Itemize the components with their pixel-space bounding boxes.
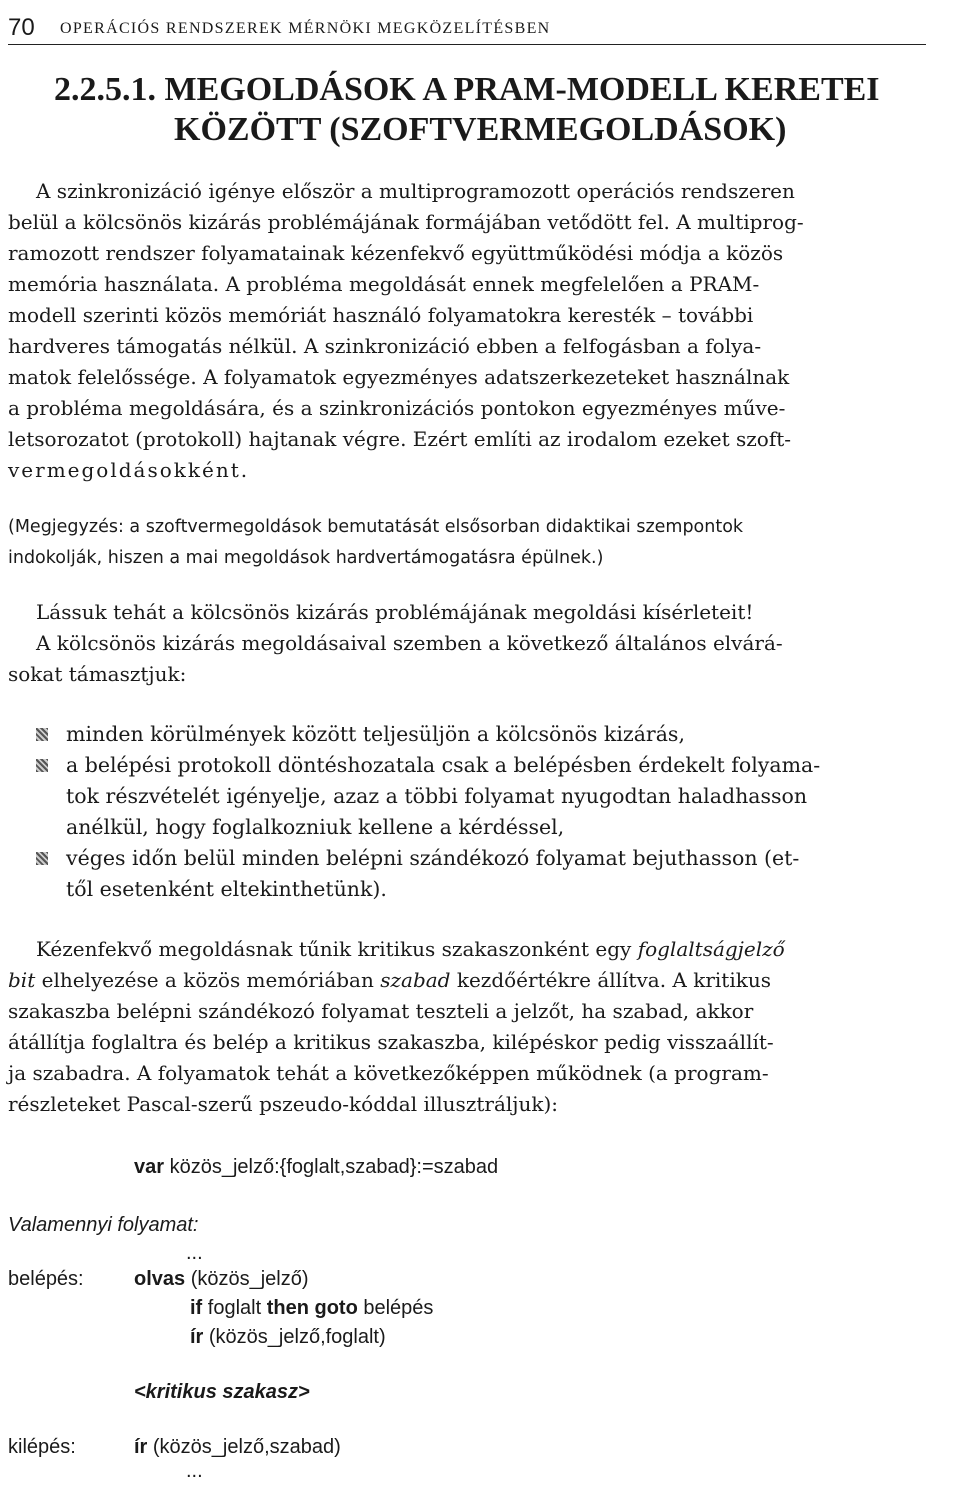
text-line: a probléma megoldására, és a szinkronizációs pontokon egyezményes műve- [8, 396, 786, 420]
text-line: a belépési protokoll döntéshozatala csak a belépésben érdekelt folyama- [66, 753, 821, 777]
keyword: goto [314, 1297, 358, 1319]
running-title: OPERÁCIÓS RENDSZEREK MÉRNÖKI MEGKÖZELÍTÉSBEN [60, 20, 551, 37]
code-text: (közös_jelző,foglalt) [203, 1326, 386, 1348]
italic-term: szabad [380, 968, 451, 992]
code-line-write-busy [190, 1322, 386, 1352]
code-line-read [134, 1264, 309, 1294]
text-line: vermegoldásokként. [8, 458, 250, 482]
code-text: (közös_jelző,szabad) [147, 1436, 341, 1458]
keyword: if [190, 1297, 203, 1319]
text-line: ramozott rendszer folyamatainak kézenfekvő együttműködési módja a közös [8, 241, 784, 265]
text-line: tok részvételét igényelje, azaz a többi folyamat nyugodtan haladhasson [66, 784, 808, 808]
ellipsis: ... [186, 1460, 203, 1482]
solution-paragraph [8, 934, 926, 1120]
bullet-icon [36, 759, 48, 772]
note-line: indokolják, hiszen a mai megoldások hardvertámogatásra épülnek.) [8, 548, 604, 568]
section-number: 2.2.5.1. [54, 71, 156, 108]
code-line-write-free [134, 1432, 341, 1462]
text-line: modell szerinti közös memóriát használó folyamatokra keresték – további [8, 303, 754, 327]
text-line: memória használata. A probléma megoldását ennek megfelelően a PRAM- [8, 272, 760, 296]
keyword: then [266, 1297, 309, 1319]
text-line: től esetenként eltekinthetünk). [66, 877, 387, 901]
text-span: kezdőértékre állítva. A kritikus [450, 968, 771, 992]
ellipsis: ... [186, 1242, 203, 1264]
section-title-line2: KÖZÖTT (SZOFTVERMEGOLDÁSOK) [174, 111, 787, 148]
page-header [8, 12, 926, 45]
section-title-line1: MEGOLDÁSOK A PRAM-MODELL KERETEI [164, 71, 880, 108]
text-line: letsorozatot (protokoll) hajtanak végre. Ezért említi az irodalom ezeket szoft- [8, 427, 792, 451]
requirements-list [36, 719, 926, 905]
requirements-intro [8, 597, 926, 690]
list-item [36, 843, 926, 905]
text-line: A szinkronizáció igénye először a multiprogramozott operációs rendszeren [36, 179, 795, 203]
text-line: A kölcsönös kizárás megoldásaival szemben a következő általános elvárá- [36, 631, 783, 655]
keyword: ír [190, 1326, 204, 1348]
text-line: átállítja foglaltra és belép a kritikus szakaszba, kilépéskor pedig visszaállít- [8, 1030, 774, 1054]
keyword: ír [134, 1436, 148, 1458]
code-text: (közös_jelző) [185, 1268, 309, 1290]
code-line-var [134, 1152, 498, 1182]
text-line: hardveres támogatás nélkül. A szinkronizáció ebben a felfogásban a folya- [8, 334, 762, 358]
text-line: matok felelőssége. A folyamatok egyezményes adatszerkezeteket használnak [8, 365, 790, 389]
list-item [36, 719, 926, 750]
section-heading [54, 70, 880, 150]
critical-section: <kritikus szakasz> [134, 1381, 310, 1403]
text-line: sokat támasztjuk: [8, 662, 187, 686]
italic-term: foglaltságjelző [637, 937, 785, 961]
note-line: (Megjegyzés: a szoftvermegoldások bemutatását elsősorban didaktikai szempontok [8, 517, 744, 537]
text-line [8, 934, 926, 965]
keyword: var [134, 1156, 165, 1178]
text-line: anélkül, hogy foglalkozniuk kellene a kérdéssel, [66, 815, 565, 839]
text-line: részleteket Pascal-szerű pszeudo-kóddal illusztráljuk): [8, 1092, 559, 1116]
label-exit: kilépés: [8, 1436, 76, 1458]
text-span: elhelyezése a közös memóriában [35, 968, 381, 992]
keyword: olvas [134, 1268, 186, 1290]
all-processes-label: Valamennyi folyamat: [8, 1214, 199, 1236]
text-line: belül a kölcsönös kizárás problémájának formájában vetődött fel. A multiprog- [8, 210, 804, 234]
text-line: szakaszba belépni szándékozó folyamat teszteli a jelzőt, ha szabad, akkor [8, 999, 754, 1023]
text-line: minden körülmények között teljesüljön a kölcsönös kizárás, [66, 722, 685, 746]
italic-term: bit [8, 968, 36, 992]
code-text: foglalt [202, 1297, 267, 1319]
text-line: Lássuk tehát a kölcsönös kizárás problémájának megoldási kísérleteit! [36, 600, 754, 624]
text-line: ja szabadra. A folyamatok tehát a következőképpen működnek (a program- [8, 1061, 769, 1085]
code-text: közös_jelző:{foglalt,szabad}:=szabad [164, 1156, 499, 1178]
list-item [36, 750, 926, 843]
text-line: véges időn belül minden belépni szándékozó folyamat bejuthasson (et- [66, 846, 800, 870]
page-number: 70 [8, 14, 35, 41]
code-line-if [190, 1293, 433, 1323]
bullet-icon [36, 852, 48, 865]
text-span: Kézenfekvő megoldásnak tűnik kritikus szakaszonként egy [36, 937, 638, 961]
text-line [8, 965, 926, 996]
bullet-icon [36, 728, 48, 741]
label-enter: belépés: [8, 1268, 84, 1290]
note-paragraph [8, 512, 926, 574]
intro-paragraph [8, 176, 926, 486]
code-text: belépés [357, 1297, 434, 1319]
